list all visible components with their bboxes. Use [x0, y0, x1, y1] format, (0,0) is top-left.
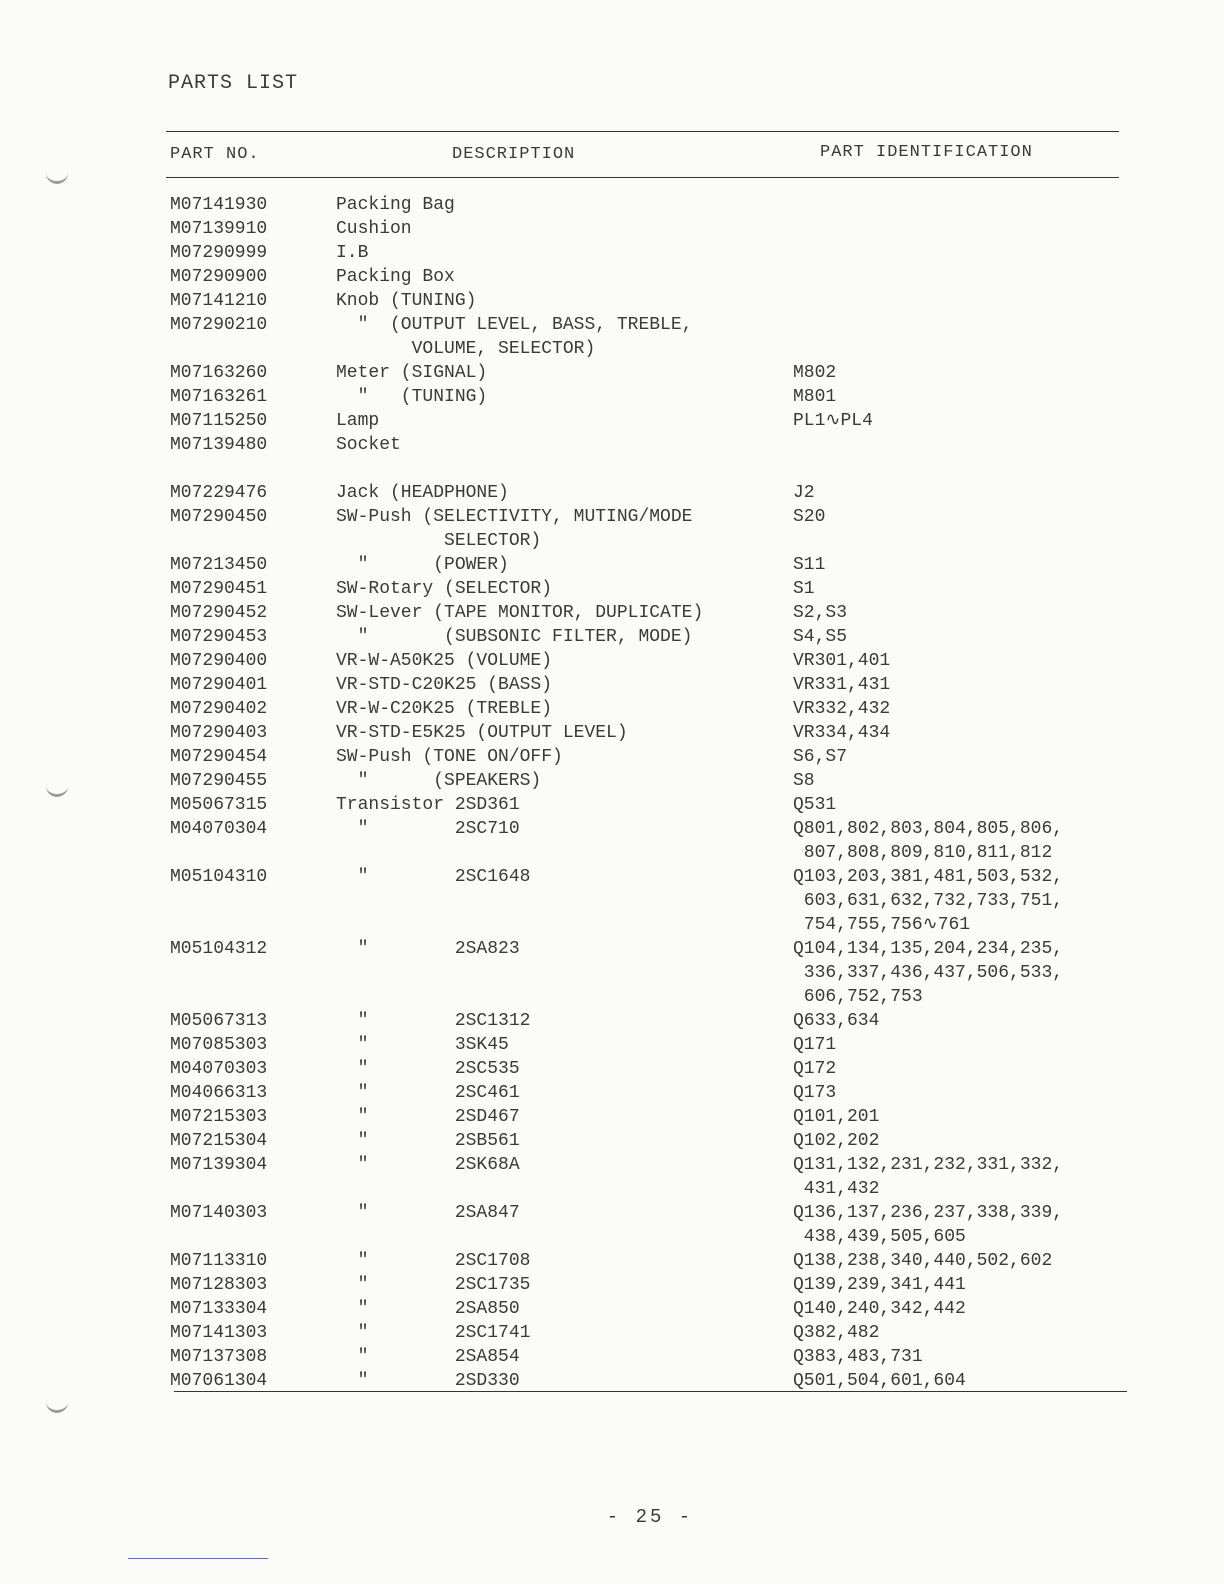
description-line: " 2SA823	[336, 939, 520, 959]
part-identification	[793, 793, 1123, 817]
part-identification	[793, 1033, 1123, 1057]
description-line: " 2SC461	[336, 1083, 520, 1103]
part-number: M07290450	[170, 507, 268, 527]
column-header-description: DESCRIPTION	[452, 145, 576, 164]
part-identification	[793, 601, 1123, 625]
description-line: " 3SK45	[336, 1035, 509, 1055]
part-description	[336, 793, 520, 817]
table-row	[0, 721, 1224, 745]
description-line: SW-Rotary (SELECTOR)	[336, 579, 553, 599]
description-line: VR-STD-E5K25 (OUTPUT LEVEL)	[336, 723, 628, 743]
table-row	[0, 289, 1224, 313]
table-row	[0, 1081, 1224, 1105]
identification-line: M802	[793, 363, 837, 383]
part-number: M07139304	[170, 1155, 268, 1175]
description-line: VR-W-A50K25 (VOLUME)	[336, 651, 553, 671]
part-identification	[793, 1345, 1123, 1369]
part-number: M07215304	[170, 1131, 268, 1151]
part-number: M07163260	[170, 363, 268, 383]
description-line: Knob (TUNING)	[336, 291, 477, 311]
part-number: M04070304	[170, 819, 268, 839]
identification-line: Q103,203,381,481,503,532,	[793, 867, 1064, 887]
part-description	[336, 217, 412, 241]
part-identification	[793, 817, 1123, 865]
identification-line: S8	[793, 771, 815, 791]
table-row	[0, 433, 1224, 457]
part-description	[336, 649, 552, 673]
part-description	[336, 1297, 520, 1321]
description-line: " 2SB561	[336, 1131, 520, 1151]
identification-line: Q531	[793, 795, 837, 815]
part-description	[336, 769, 541, 793]
part-number: M05104312	[170, 939, 268, 959]
table-row	[0, 649, 1224, 673]
identification-line: VR332,432	[793, 699, 891, 719]
part-description	[336, 1153, 520, 1177]
identification-line: S4,S5	[793, 627, 848, 647]
part-identification	[793, 1009, 1123, 1033]
part-number: M07290454	[170, 747, 268, 767]
part-description	[336, 865, 530, 889]
part-description	[336, 625, 692, 649]
part-identification	[793, 625, 1123, 649]
part-description	[336, 313, 692, 361]
table-row	[0, 1249, 1224, 1273]
table-row	[0, 193, 1224, 217]
part-description	[336, 937, 520, 961]
part-description	[336, 1009, 530, 1033]
part-description	[336, 697, 552, 721]
part-description	[336, 721, 628, 745]
part-number: M04066313	[170, 1083, 268, 1103]
identification-line: Q136,137,236,237,338,339,	[793, 1203, 1064, 1223]
description-line: " 2SD467	[336, 1107, 520, 1127]
identification-line: Q101,201	[793, 1107, 880, 1127]
description-line: " 2SA847	[336, 1203, 520, 1223]
description-line: " 2SC1312	[336, 1011, 531, 1031]
part-description	[336, 1105, 520, 1129]
part-number: M07290401	[170, 675, 268, 695]
description-line: " 2SA850	[336, 1299, 520, 1319]
description-line: " 2SC1648	[336, 867, 531, 887]
part-identification	[793, 745, 1123, 769]
part-number: M05067313	[170, 1011, 268, 1031]
table-row	[0, 361, 1224, 385]
identification-line: Q102,202	[793, 1131, 880, 1151]
table-row	[0, 217, 1224, 241]
description-line: " (SPEAKERS)	[336, 771, 542, 791]
table-row	[0, 1369, 1224, 1393]
part-identification	[793, 721, 1123, 745]
table-row	[0, 865, 1224, 937]
part-description	[336, 505, 692, 553]
description-line: Meter (SIGNAL)	[336, 363, 488, 383]
part-description	[336, 1057, 520, 1081]
part-number: M07128303	[170, 1275, 268, 1295]
identification-line: Q383,483,731	[793, 1347, 923, 1367]
description-line: SW-Lever (TAPE MONITOR, DUPLICATE)	[336, 603, 704, 623]
column-header-part-no: PART NO.	[170, 145, 260, 164]
part-description	[336, 1081, 520, 1105]
part-number: M07085303	[170, 1035, 268, 1055]
page-title: PARTS LIST	[168, 72, 299, 95]
description-line: " (SUBSONIC FILTER, MODE)	[336, 627, 693, 647]
description-line: Transistor 2SD361	[336, 795, 520, 815]
description-line: Packing Box	[336, 267, 455, 287]
part-identification	[793, 1273, 1123, 1297]
identification-line: S6,S7	[793, 747, 848, 767]
part-number: M07140303	[170, 1203, 268, 1223]
table-bottom-rule	[174, 1391, 1127, 1392]
description-line: " 2SK68A	[336, 1155, 520, 1175]
part-description	[336, 409, 379, 433]
part-identification	[793, 481, 1123, 505]
identification-line: Q801,802,803,804,805,806,	[793, 819, 1064, 839]
part-identification	[793, 1153, 1123, 1201]
part-number: M07290451	[170, 579, 268, 599]
identification-line: 606,752,753	[793, 987, 923, 1007]
table-row	[0, 793, 1224, 817]
part-number: M07290403	[170, 723, 268, 743]
part-description	[336, 241, 368, 265]
table-row	[0, 1009, 1224, 1033]
part-identification	[793, 1201, 1123, 1249]
identification-line: Q138,238,340,440,502,602	[793, 1251, 1053, 1271]
part-description	[336, 1273, 530, 1297]
part-identification	[793, 1297, 1123, 1321]
table-row	[0, 457, 1224, 481]
part-number: M05104310	[170, 867, 268, 887]
description-line: " 2SC535	[336, 1059, 520, 1079]
part-identification	[793, 553, 1123, 577]
part-identification	[793, 361, 1123, 385]
description-line: VR-STD-C20K25 (BASS)	[336, 675, 553, 695]
identification-line: S20	[793, 507, 826, 527]
table-row	[0, 1273, 1224, 1297]
identification-line: 438,439,505,605	[793, 1227, 966, 1247]
part-description	[336, 673, 552, 697]
identification-line: S11	[793, 555, 826, 575]
description-line: " (TUNING)	[336, 387, 488, 407]
description-line: " 2SC1735	[336, 1275, 531, 1295]
table-row	[0, 601, 1224, 625]
identification-line: VR301,401	[793, 651, 891, 671]
part-number: M07133304	[170, 1299, 268, 1319]
identification-line: Q172	[793, 1059, 837, 1079]
description-line: Cushion	[336, 219, 412, 239]
table-row	[0, 673, 1224, 697]
binder-hole-mark	[46, 167, 68, 184]
part-description	[336, 265, 455, 289]
description-line: " 2SD330	[336, 1371, 520, 1391]
identification-line: Q173	[793, 1083, 837, 1103]
part-number: M07141303	[170, 1323, 268, 1343]
identification-line: S2,S3	[793, 603, 848, 623]
identification-line: Q139,239,341,441	[793, 1275, 966, 1295]
binder-hole-mark	[46, 1396, 68, 1413]
part-description	[336, 1369, 520, 1393]
table-row	[0, 1321, 1224, 1345]
part-number: M07139480	[170, 435, 268, 455]
part-number: M07290900	[170, 267, 268, 287]
part-description	[336, 289, 476, 313]
part-description	[336, 1249, 530, 1273]
table-row	[0, 1129, 1224, 1153]
part-description	[336, 577, 552, 601]
part-identification	[793, 769, 1123, 793]
description-line: " (POWER)	[336, 555, 509, 575]
description-line: SW-Push (TONE ON/OFF)	[336, 747, 563, 767]
identification-line: Q131,132,231,232,331,332,	[793, 1155, 1064, 1175]
table-row	[0, 1105, 1224, 1129]
description-line: VR-W-C20K25 (TREBLE)	[336, 699, 553, 719]
table-row	[0, 313, 1224, 361]
identification-line: Q501,504,601,604	[793, 1371, 966, 1391]
part-number: M07137308	[170, 1347, 268, 1367]
part-description	[336, 1321, 530, 1345]
identification-line: Q104,134,135,204,234,235,	[793, 939, 1064, 959]
description-line: " 2SC710	[336, 819, 520, 839]
column-header-part-identification: PART IDENTIFICATION	[820, 143, 1033, 162]
identification-line: Q382,482	[793, 1323, 880, 1343]
identification-line: Q633,634	[793, 1011, 880, 1031]
part-identification	[793, 1057, 1123, 1081]
description-line: " 2SC1708	[336, 1251, 531, 1271]
header-bottom-rule	[166, 177, 1119, 178]
table-row	[0, 817, 1224, 865]
part-number: M07290210	[170, 315, 268, 335]
description-line: I.B	[336, 243, 369, 263]
part-description	[336, 1033, 509, 1057]
part-identification	[793, 385, 1123, 409]
part-number: M04070303	[170, 1059, 268, 1079]
part-number: M07163261	[170, 387, 268, 407]
description-line: Socket	[336, 435, 401, 455]
description-line: " 2SC1741	[336, 1323, 531, 1343]
identification-line: Q140,240,342,442	[793, 1299, 966, 1319]
description-line: Packing Bag	[336, 195, 455, 215]
part-description	[336, 601, 703, 625]
part-description	[336, 481, 509, 505]
identification-line: 754,755,756∿761	[793, 915, 971, 935]
part-number: M05067315	[170, 795, 268, 815]
description-line: " 2SA854	[336, 1347, 520, 1367]
identification-line: VR334,434	[793, 723, 891, 743]
page-number: - 25 -	[606, 1506, 694, 1528]
identification-line: 603,631,632,732,733,751,	[793, 891, 1064, 911]
table-row	[0, 1345, 1224, 1369]
part-number: M07213450	[170, 555, 268, 575]
identification-line: 431,432	[793, 1179, 880, 1199]
table-row	[0, 385, 1224, 409]
description-line: Lamp	[336, 411, 380, 431]
part-description	[336, 433, 401, 457]
table-row	[0, 1201, 1224, 1249]
part-number: M07290402	[170, 699, 268, 719]
description-line: Jack (HEADPHONE)	[336, 483, 509, 503]
description-line: SW-Push (SELECTIVITY, MUTING/MODE	[336, 507, 693, 527]
table-row	[0, 553, 1224, 577]
part-number: M07113310	[170, 1251, 268, 1271]
part-identification	[793, 1369, 1123, 1393]
table-row	[0, 697, 1224, 721]
part-description	[336, 1345, 520, 1369]
part-description	[336, 1129, 520, 1153]
identification-line: M801	[793, 387, 837, 407]
table-row	[0, 1057, 1224, 1081]
identification-line: 807,808,809,810,811,812	[793, 843, 1053, 863]
parts-table-body	[0, 193, 1224, 1393]
part-identification	[793, 673, 1123, 697]
part-number: M07290452	[170, 603, 268, 623]
part-identification	[793, 505, 1123, 529]
table-row	[0, 505, 1224, 553]
description-line: SELECTOR)	[336, 531, 542, 551]
part-identification	[793, 409, 1123, 433]
ink-mark	[128, 1558, 268, 1559]
part-description	[336, 361, 487, 385]
table-row	[0, 409, 1224, 433]
table-row	[0, 937, 1224, 1009]
part-number: M07290400	[170, 651, 268, 671]
part-identification	[793, 697, 1123, 721]
part-number: M07061304	[170, 1371, 268, 1391]
part-number: M07215303	[170, 1107, 268, 1127]
part-description	[336, 1201, 520, 1225]
part-number: M07141210	[170, 291, 268, 311]
part-identification	[793, 577, 1123, 601]
part-number: M07290455	[170, 771, 268, 791]
header-top-rule	[166, 131, 1119, 132]
description-line: VOLUME, SELECTOR)	[336, 339, 596, 359]
identification-line: Q171	[793, 1035, 837, 1055]
part-identification	[793, 1321, 1123, 1345]
part-number: M07141930	[170, 195, 268, 215]
part-identification	[793, 937, 1123, 1009]
part-identification	[793, 1249, 1123, 1273]
table-row	[0, 577, 1224, 601]
part-description	[336, 553, 509, 577]
part-number: M07139910	[170, 219, 268, 239]
part-description	[336, 817, 520, 841]
part-identification	[793, 649, 1123, 673]
table-row	[0, 625, 1224, 649]
identification-line: S1	[793, 579, 815, 599]
part-number: M07229476	[170, 483, 268, 503]
table-row	[0, 265, 1224, 289]
part-description	[336, 193, 455, 217]
identification-line: 336,337,436,437,506,533,	[793, 963, 1064, 983]
table-row	[0, 745, 1224, 769]
part-description	[336, 385, 487, 409]
part-number: M07290999	[170, 243, 268, 263]
identification-line: PL1∿PL4	[793, 411, 873, 431]
table-row	[0, 241, 1224, 265]
identification-line: VR331,431	[793, 675, 891, 695]
part-identification	[793, 1081, 1123, 1105]
part-identification	[793, 1105, 1123, 1129]
table-row	[0, 769, 1224, 793]
description-line: " (OUTPUT LEVEL, BASS, TREBLE,	[336, 315, 693, 335]
table-row	[0, 1297, 1224, 1321]
table-row	[0, 481, 1224, 505]
part-number: M07115250	[170, 411, 268, 431]
table-row	[0, 1033, 1224, 1057]
identification-line: J2	[793, 483, 815, 503]
part-identification	[793, 1129, 1123, 1153]
part-description	[336, 745, 563, 769]
part-identification	[793, 865, 1123, 937]
table-row	[0, 1153, 1224, 1201]
part-number: M07290453	[170, 627, 268, 647]
